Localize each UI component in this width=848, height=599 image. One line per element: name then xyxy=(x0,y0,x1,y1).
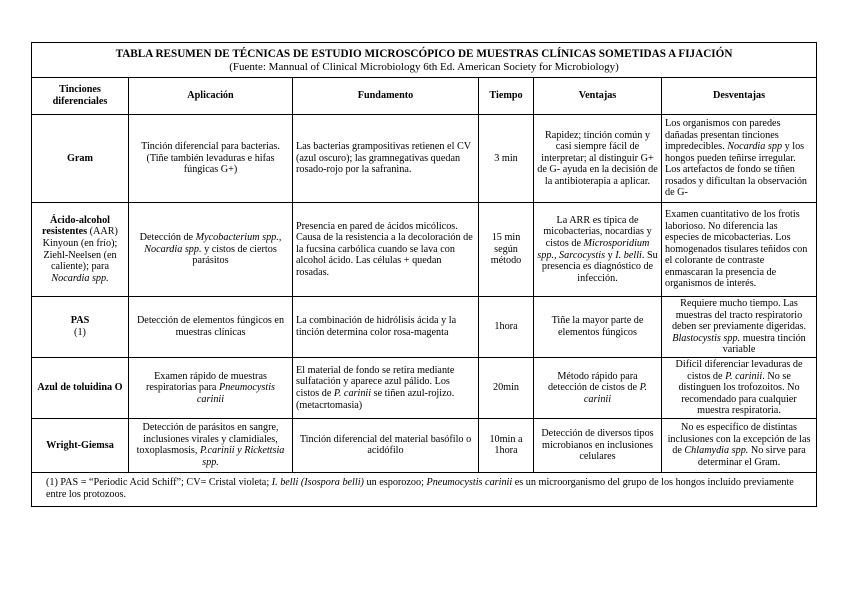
fundamento-aar: Presencia en pared de ácidos micólicos. Causa de la resistencia a la decoloración de la fucsina carbólica cuando se lava con alcohol ácido. Las células + quedan rosadas. xyxy=(293,203,479,297)
tiempo-gram: 3 min xyxy=(479,115,534,203)
footnote: (1) PAS = “Periodic Acid Schiff”; CV= Cristal violeta; I. belli (Isospora belli) un esporozoo; Pneumocystis carinii es un microorganismo del grupo de los hongos incluido previamente entre los protozoos. xyxy=(32,472,817,506)
ventajas-aar: La ARR es típica de micobacterias, nocardias y cistos de Microsporidium spp., Sarcocystis y I. belli. Su presencia es diagnóstico de infección. xyxy=(534,203,662,297)
header-desventajas: Desventajas xyxy=(662,78,817,115)
aplicacion-gram: Tinción diferencial para bacterias. (Tiñe también levaduras e hifas fúngicas G+) xyxy=(129,115,293,203)
tincion-aar: Ácido-alcohol resistentes (AAR) Kinyoun (en frío); Ziehl-Neelsen (en caliente); para Nocardia spp. xyxy=(32,203,129,297)
summary-table xyxy=(31,42,817,507)
aplicacion-wright-giemsa: Detección de parásitos en sangre, inclusiones virales y clamidiales, toxoplasmosis, P.carinii y Rickettsia spp. xyxy=(129,418,293,472)
desventajas-azul-toluidina: Difícil diferenciar levaduras de cistos de P. carinii. No se distinguen los trofozoitos. No recomendado para cualquier muestra respiratoria. xyxy=(662,357,817,418)
tiempo-aar: 15 min según método xyxy=(479,203,534,297)
fundamento-gram: Las bacterias grampositivas retienen el CV (azul oscuro); las gramnegativas quedan rosado-rojo por la safranina. xyxy=(293,115,479,203)
desventajas-aar: Examen cuantitativo de los frotis laborioso. No diferencia las especies de micobacterias. Los homogenados tisulares teñidos con el colorante de contraste enmascaran la presencia de organismos de interés. xyxy=(662,203,817,297)
tiempo-azul-toluidina: 20min xyxy=(479,357,534,418)
fundamento-azul-toluidina: El material de fondo se retira mediante sulfatación y aparece azul pálido. Los cistos de P. carinii se tiñen azul-rojizo. (metacrtomasia) xyxy=(293,357,479,418)
desventajas-wright-giemsa: No es específico de distintas inclusiones con la excepción de las de Chlamydia spp. No sirve para determinar el Gram. xyxy=(662,418,817,472)
table-row xyxy=(32,297,817,358)
fundamento-wright-giemsa: Tinción diferencial del material basófilo o acidófilo xyxy=(293,418,479,472)
table-title: TABLA RESUMEN DE TÉCNICAS DE ESTUDIO MICROSCÓPICO DE MUESTRAS CLÍNICAS SOMETIDAS A FIJACIÓN xyxy=(115,48,733,60)
ventajas-pas: Tiñe la mayor parte de elementos fúngicos xyxy=(534,297,662,358)
desventajas-gram: Los organismos con paredes dañadas presentan tinciones impredecibles. Nocardia spp y los hongos pueden teñirse irregular. Los artefactos de fondo se tiñen rosados y dificultan la observación de G- xyxy=(662,115,817,203)
desventajas-pas: Requiere mucho tiempo. Las muestras del tracto respiratorio deben ser previamente digeridas. Blastocystis spp. muestra tinción variable xyxy=(662,297,817,358)
header-fundamento: Fundamento xyxy=(293,78,479,115)
header-tiempo: Tiempo xyxy=(479,78,534,115)
ventajas-gram: Rapidez; tinción común y casi siempre fácil de interpretar; al distinguir G+ de G- ayuda en la decisión de la antibioterapia a aplicar. xyxy=(534,115,662,203)
ventajas-azul-toluidina: Método rápido para detección de cistos de P. carinii xyxy=(534,357,662,418)
tincion-pas: PAS (1) xyxy=(32,297,129,358)
tincion-gram: Gram xyxy=(32,115,129,203)
tiempo-wright-giemsa: 10min a 1hora xyxy=(479,418,534,472)
aplicacion-pas: Detección de elementos fúngicos en muestras clínicas xyxy=(129,297,293,358)
tincion-azul-toluidina: Azul de toluidina O xyxy=(32,357,129,418)
table-row xyxy=(32,203,817,297)
fundamento-pas: La combinación de hidrólisis ácida y la tinción determina color rosa-magenta xyxy=(293,297,479,358)
table-row xyxy=(32,115,817,203)
title-cell xyxy=(32,43,817,78)
aplicacion-azul-toluidina: Examen rápido de muestras respiratorias para Pneumocystis carinii xyxy=(129,357,293,418)
table-row xyxy=(32,418,817,472)
table-row xyxy=(32,357,817,418)
tincion-wright-giemsa: Wright-Giemsa xyxy=(32,418,129,472)
summary-document xyxy=(31,42,816,507)
header-ventajas: Ventajas xyxy=(534,78,662,115)
header-row xyxy=(32,78,817,115)
header-tinciones: Tinciones diferenciales xyxy=(32,78,129,115)
ventajas-wright-giemsa: Detección de diversos tipos microbianos en inclusiones celulares xyxy=(534,418,662,472)
tiempo-pas: 1hora xyxy=(479,297,534,358)
table-source: (Fuente: Mannual of Clinical Microbiology 6th Ed. American Society for Microbiology) xyxy=(229,61,619,73)
aplicacion-aar: Detección de Mycobacterium spp., Nocardia spp. y cistos de ciertos parásitos xyxy=(129,203,293,297)
header-aplicacion: Aplicación xyxy=(129,78,293,115)
